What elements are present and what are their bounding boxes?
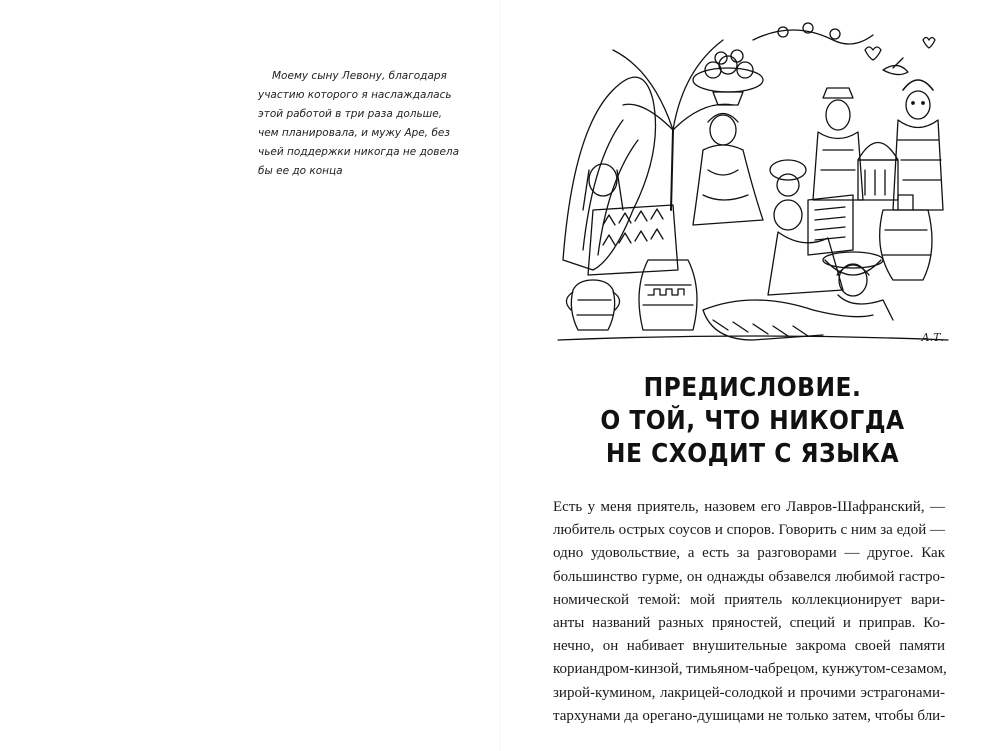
body-line: одно удовольствие, а есть за разговорами — другое. Как [553,545,945,562]
dedication [258,67,458,181]
dedication-line: бы ее до конца [258,165,343,177]
body-line: большинство гурме, он однажды обзавелся любимой гастро- [553,568,945,585]
illustration-signature: А.Т. [921,331,944,344]
left-page [0,0,500,751]
body-line: любитель острых соусов и споров. Говорить с ним за едой — [553,522,945,539]
body-paragraph [553,496,945,728]
body-line: зирой-кумином, лакрицей-солодкой и прочими эстрагонами- [553,684,945,701]
body-line: Есть у меня приятель, назовем его Лавров-Шафранский, — [553,499,945,515]
body-line: кориандром-кинзой, тимьяном-чабрецом, кунжутом-сезамом, [553,661,947,678]
ink-drawing [553,10,950,350]
chapter-title-line: НЕ СХОДИТ С ЯЗЫКА [605,439,900,469]
dedication-line: участию которого я наслаждалась [258,89,452,101]
dedication-line: чем планировала, и мужу Аре, без [258,127,450,139]
body-line: тархунами да орегано-душицами не только затем, чтобы бли- [553,707,946,724]
chapter-title-line: О ТОЙ, ЧТО НИКОГДА [600,406,905,436]
right-page [500,0,1001,751]
body-line: нечно, он набивает внушительные закрома своей памяти [553,638,945,655]
dedication-line: чьей поддержки никогда не довела [258,146,460,158]
body-line: номической темой: мой приятель коллекционирует вари- [553,591,945,608]
chapter-title-line: ПРЕДИСЛОВИЕ. [643,373,862,403]
body-line: анты названий разных пряностей, специй и приправ. Ко- [553,615,945,632]
dedication-line: Моему сыну Левону, благодаря [272,70,447,82]
chapter-title [528,372,977,471]
chapter-illustration [553,10,950,350]
dedication-line: этой работой в три раза дольше, [258,108,443,120]
